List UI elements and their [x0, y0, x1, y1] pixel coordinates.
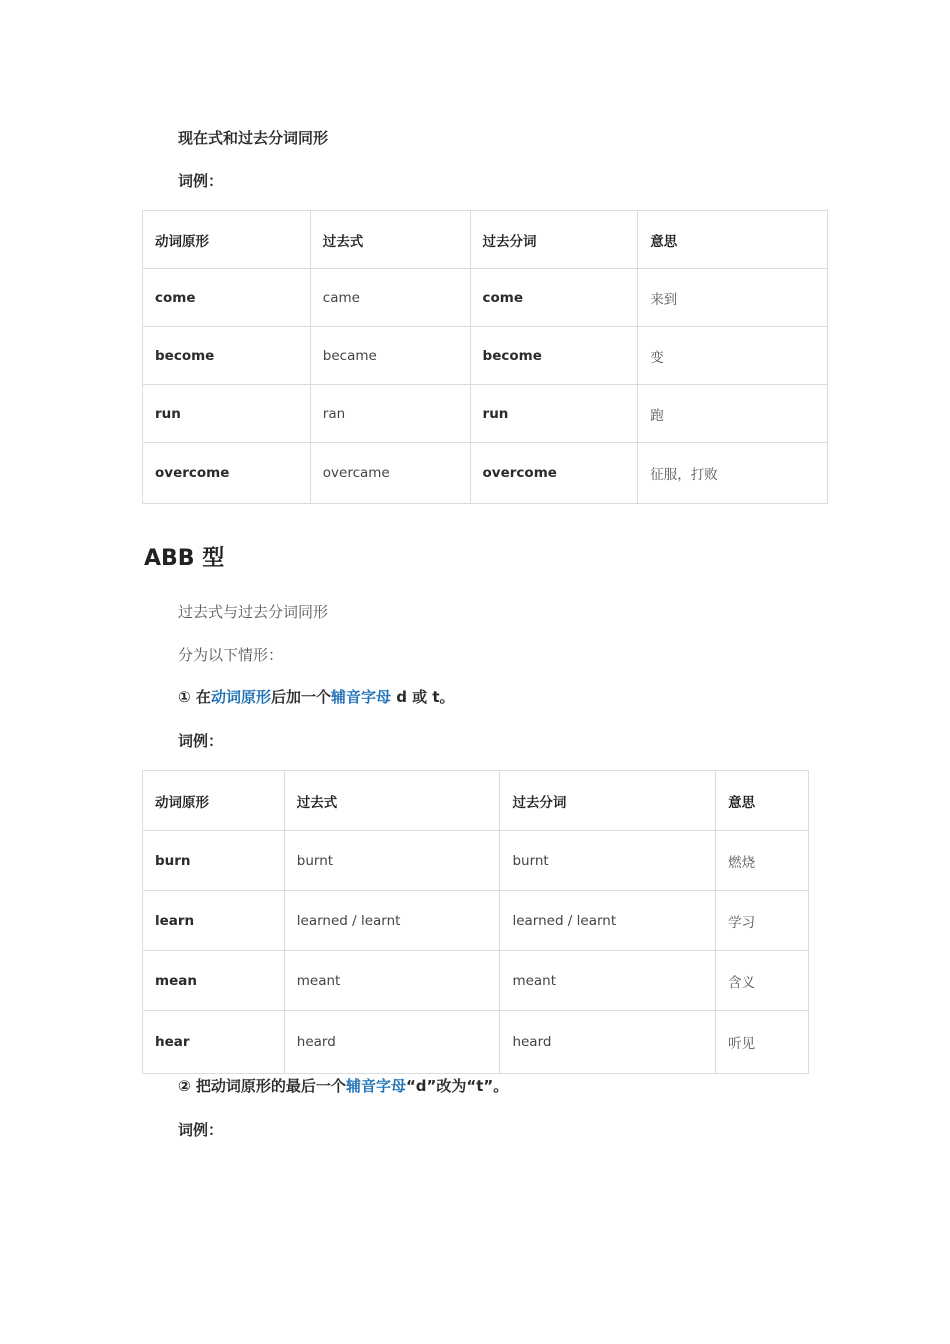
- cell-base-form: mean: [143, 951, 285, 1011]
- link-consonant[interactable]: 辅音字母: [330, 688, 391, 706]
- cell-base-form: overcome: [143, 443, 311, 504]
- cell-past-tense: ran: [310, 385, 470, 443]
- cell-base-form: hear: [143, 1011, 285, 1074]
- header-past-tense: 过去式: [310, 211, 470, 269]
- verb-table-2: [142, 770, 809, 1074]
- rule-1-prefix: ① 在: [178, 688, 211, 706]
- rule-1-suffix: d 或 t。: [390, 688, 455, 706]
- header-meaning: 意思: [716, 771, 809, 831]
- table-row: [143, 443, 828, 504]
- table-row: [143, 1011, 809, 1074]
- cell-past-tense: became: [310, 327, 470, 385]
- section2-intro: 过去式与过去分词同形: [178, 603, 329, 621]
- rule-2: [178, 1076, 508, 1096]
- header-base-form: 动词原形: [143, 771, 285, 831]
- header-meaning: 意思: [638, 211, 828, 269]
- section2-example-label-2: 词例：: [178, 1121, 224, 1139]
- cell-meaning: 征服，打败: [638, 443, 828, 504]
- cell-past-tense: overcame: [310, 443, 470, 504]
- cell-past-tense: learned / learnt: [284, 891, 500, 951]
- header-past-tense: 过去式: [284, 771, 500, 831]
- header-past-participle: 过去分词: [500, 771, 716, 831]
- rule-2-suffix: “d”改为“t”。: [405, 1077, 509, 1095]
- cell-base-form: become: [143, 327, 311, 385]
- cell-past-participle: come: [470, 269, 638, 327]
- header-past-participle: 过去分词: [470, 211, 638, 269]
- cell-past-tense: burnt: [284, 831, 500, 891]
- cell-past-participle: learned / learnt: [500, 891, 716, 951]
- cell-base-form: come: [143, 269, 311, 327]
- cell-past-participle: burnt: [500, 831, 716, 891]
- cell-past-tense: came: [310, 269, 470, 327]
- cell-meaning: 来到: [638, 269, 828, 327]
- cell-meaning: 学习: [716, 891, 809, 951]
- cell-past-tense: meant: [284, 951, 500, 1011]
- cell-past-participle: overcome: [470, 443, 638, 504]
- section1-intro: 现在式和过去分词同形: [178, 129, 329, 147]
- rule-1-middle: 后加一个: [270, 688, 331, 706]
- table-header-row: [143, 771, 809, 831]
- section1-example-label: 词例：: [178, 172, 224, 190]
- cell-past-participle: run: [470, 385, 638, 443]
- cell-meaning: 变: [638, 327, 828, 385]
- table-row: [143, 327, 828, 385]
- table-row: [143, 831, 809, 891]
- cell-base-form: burn: [143, 831, 285, 891]
- section2-example-label: 词例：: [178, 732, 224, 750]
- table-row: [143, 269, 828, 327]
- section2-subintro: 分为以下情形：: [178, 646, 284, 664]
- link-base-form[interactable]: 动词原形: [210, 688, 271, 706]
- cell-past-participle: become: [470, 327, 638, 385]
- cell-meaning: 跑: [638, 385, 828, 443]
- cell-meaning: 燃烧: [716, 831, 809, 891]
- table-header-row: [143, 211, 828, 269]
- link-consonant[interactable]: 辅音字母: [345, 1077, 406, 1095]
- rule-2-prefix: ② 把动词原形的最后一个: [178, 1077, 346, 1095]
- section-heading-abb: ABB 型: [144, 546, 225, 571]
- cell-meaning: 听见: [716, 1011, 809, 1074]
- table-row: [143, 385, 828, 443]
- cell-base-form: learn: [143, 891, 285, 951]
- cell-past-tense: heard: [284, 1011, 500, 1074]
- table-row: [143, 891, 809, 951]
- cell-base-form: run: [143, 385, 311, 443]
- header-base-form: 动词原形: [143, 211, 311, 269]
- cell-past-participle: meant: [500, 951, 716, 1011]
- cell-past-participle: heard: [500, 1011, 716, 1074]
- table-row: [143, 951, 809, 1011]
- cell-meaning: 含义: [716, 951, 809, 1011]
- rule-1: [178, 687, 455, 707]
- verb-table-1: [142, 210, 828, 504]
